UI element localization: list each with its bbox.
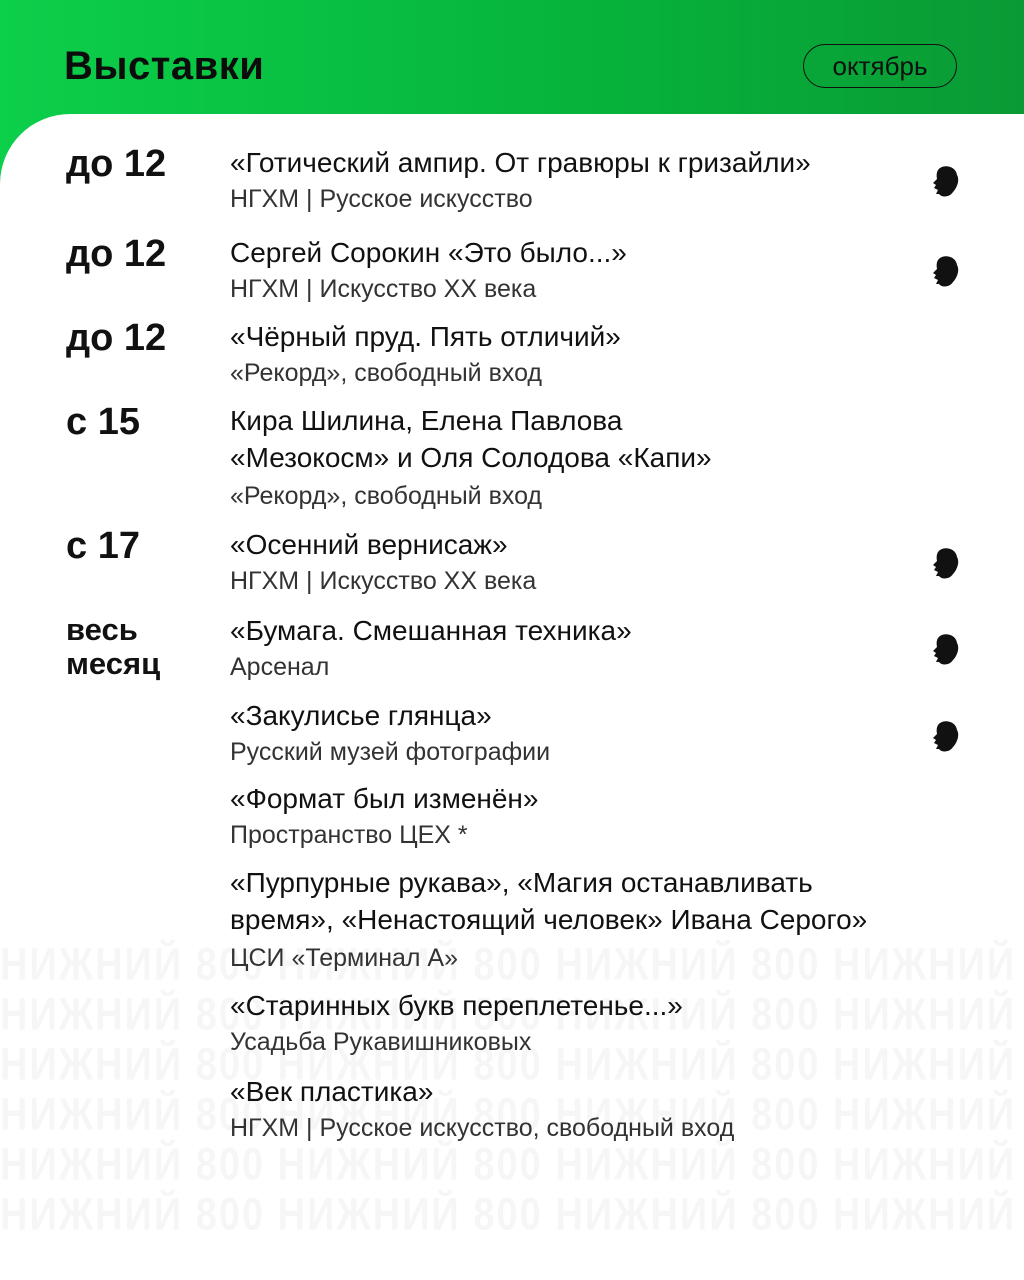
event-date-line2: месяц xyxy=(66,646,161,681)
event-venue: Арсенал xyxy=(230,653,330,681)
event-title: «Чёрный пруд. Пять отличий» xyxy=(230,321,621,352)
event-date: до 12 xyxy=(66,143,167,185)
event-date-line1: весь xyxy=(66,612,138,647)
event-date: до 12 xyxy=(66,317,167,359)
event-venue: ЦСИ «Терминал А» xyxy=(230,944,459,972)
event-venue: Русский музей фотографии xyxy=(230,738,551,766)
event-title: «Закулисье глянца» xyxy=(230,700,492,731)
pushkin-card-icon xyxy=(926,546,960,582)
pushkin-card-icon xyxy=(926,164,960,200)
event-venue: НГХМ | Русское искусство xyxy=(230,185,533,213)
event-venue: «Рекорд», свободный вход xyxy=(230,482,543,510)
event-venue: Пространство ЦЕХ * xyxy=(230,821,468,849)
month-badge: октябрь xyxy=(803,44,957,88)
page-title: Выставки xyxy=(64,44,265,88)
pushkin-card-icon xyxy=(926,719,960,755)
event-venue: Усадьба Рукавишниковых xyxy=(230,1028,532,1056)
event-title-line2: «Мезокосм» и Оля Солодова «Капи» xyxy=(230,442,712,473)
event-date: до 12 xyxy=(66,233,167,275)
event-title: «Век пластика» xyxy=(230,1076,434,1107)
event-title: «Старинных букв переплетенье...» xyxy=(230,990,683,1021)
event-venue: НГХМ | Искусство XX века xyxy=(230,567,537,595)
event-title: «Готический ампир. От гравюры к гризайли» xyxy=(230,147,811,178)
event-venue: «Рекорд», свободный вход xyxy=(230,359,543,387)
event-date: с 15 xyxy=(66,401,140,443)
event-venue: НГХМ | Русское искусство, свободный вход xyxy=(230,1114,735,1142)
event-title: Сергей Сорокин «Это было...» xyxy=(230,237,627,268)
event-title-line2: время», «Ненастоящий человек» Ивана Серого» xyxy=(230,904,868,935)
event-title: «Осенний вернисаж» xyxy=(230,529,508,560)
watermark-text xyxy=(0,1190,1024,1242)
event-title-line1: Кира Шилина, Елена Павлова xyxy=(230,405,623,436)
event-title: «Формат был изменён» xyxy=(230,783,539,814)
event-title-line1: «Пурпурные рукава», «Магия останавливать xyxy=(230,867,813,898)
pushkin-card-icon xyxy=(926,254,960,290)
event-title: «Бумага. Смешанная техника» xyxy=(230,615,632,646)
event-venue: НГХМ | Искусство XX века xyxy=(230,275,537,303)
watermark-text xyxy=(0,1140,1024,1192)
pushkin-card-icon xyxy=(926,632,960,668)
event-date: с 17 xyxy=(66,525,140,567)
